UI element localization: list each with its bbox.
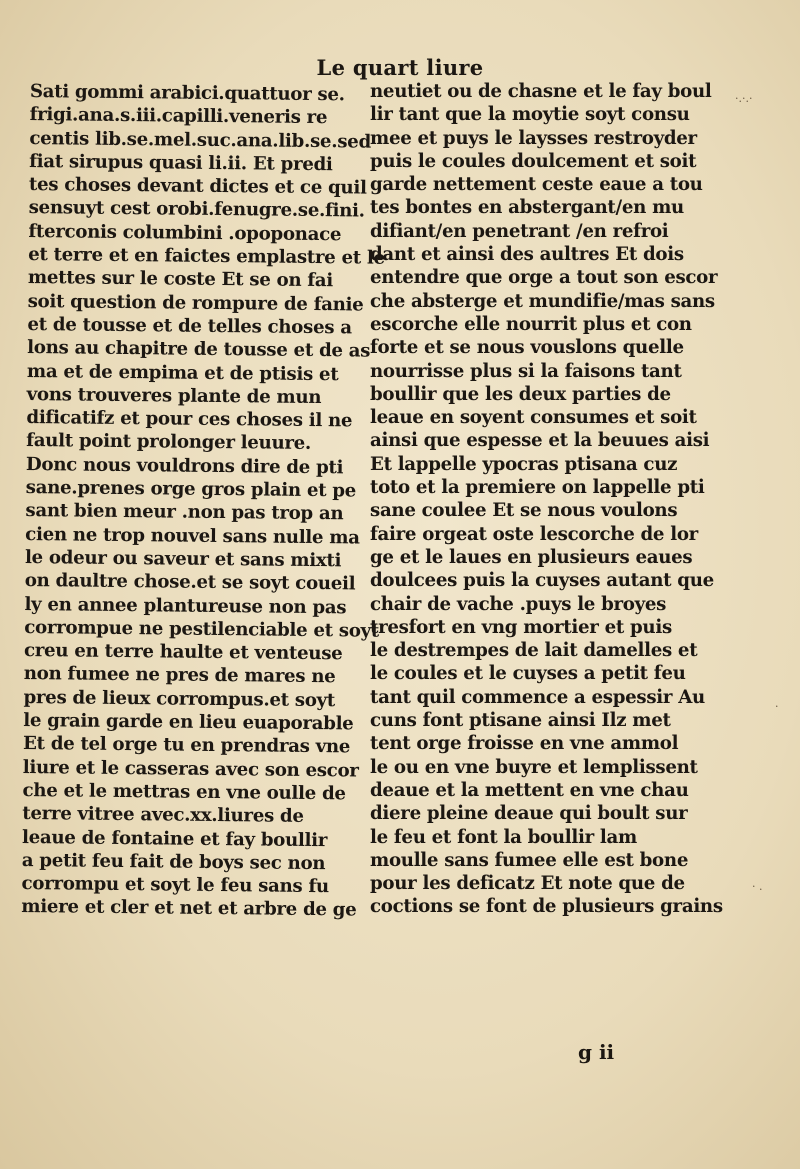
right-text-line: tant quil commence a espessir Au <box>370 686 705 708</box>
right-text-line: le coules et le cuyses a petit feu <box>370 663 686 685</box>
left-text-line: Donc nous vouldrons dire de pti <box>25 453 344 479</box>
left-text-line: corrompue ne pestilenciable et soyt <box>24 616 380 642</box>
right-text-line: moulle sans fumee elle est bone <box>370 849 689 871</box>
right-text-line: boullir que les deux parties de <box>370 383 671 405</box>
left-text-line: ma et de empima et de ptisis et <box>26 360 339 385</box>
right-text-line: le destrempes de lait damelles et <box>370 640 698 662</box>
left-text-line: a petit feu fait de boys sec non <box>21 849 326 874</box>
right-text-line: neutiet ou de chasne et le fay boul <box>370 81 712 102</box>
left-text-line: leaue de fontaine et fay boullir <box>21 826 328 851</box>
right-text-line: entendre que orge a tout son escor <box>370 267 718 289</box>
left-text-line: fiat sirupus quasi li.ii. Et predi <box>29 150 333 176</box>
right-text-line: le ou en vne buyre et lemplissent <box>370 756 698 778</box>
left-text-line: sant bien meur .non pas trop an <box>25 500 344 525</box>
left-text-line: fterconis columbini .opoponace <box>28 220 342 246</box>
left-text-line: centis lib.se.mel.suc.ana.lib.se.sed <box>29 127 372 153</box>
right-text-line: difiant/en penetrant /en refroi <box>370 220 669 242</box>
right-text-line: faire orgeat oste lescorche de lor <box>370 523 698 545</box>
left-text-line: mettes sur le coste Et se on fai <box>27 267 334 292</box>
left-text-line: le grain garde en lieu euaporable <box>23 709 354 735</box>
right-text-line: leaue en soyent consumes et soit <box>370 407 697 429</box>
right-text-line: chair de vache .puys le broyes <box>370 593 667 615</box>
left-text-line: liure et le casseras avec son escor <box>22 756 359 782</box>
left-text-line: soit question de rompure de fanie <box>27 290 364 316</box>
left-text-line: fault point prolonger leuure. <box>26 430 312 455</box>
right-text-line: toto et la premiere on lappelle pti <box>370 477 705 499</box>
left-text-line: creu en terre haulte et venteuse <box>23 640 343 665</box>
signature-mark: g ii <box>578 1040 615 1064</box>
right-text-line: deaue et la mettent en vne chau <box>370 779 689 801</box>
right-text-line: lir tant que la moytie soyt consu <box>370 104 690 126</box>
right-text-column <box>370 80 723 919</box>
right-text-line: doulcees puis la cuyses autant que <box>370 570 714 592</box>
left-text-line: sensuyt cest orobi.fenugre.se.fini. <box>28 197 365 222</box>
ink-speck: · <box>775 700 779 713</box>
left-text-line: miere et cler et net et arbre de ge <box>21 896 357 921</box>
left-text-column <box>21 80 385 922</box>
left-text-line: Et de tel orge tu en prendras vne <box>22 733 351 758</box>
left-text-line: ly en annee plantureuse non pas <box>24 593 347 618</box>
ink-speck: ·.·.· <box>735 92 753 105</box>
left-text-line: tes choses devant dictes et ce quil <box>28 174 367 199</box>
running-header: Le quart liure <box>316 55 484 80</box>
ink-speck: · . <box>752 880 763 893</box>
right-text-line: ainsi que espesse et la beuues aisi <box>370 430 710 452</box>
left-text-line: cien ne trop nouvel sans nulle ma <box>25 523 360 549</box>
left-text-line: pres de lieux corrompus.et soyt <box>23 686 336 711</box>
left-text-line: dificatifz et pour ces choses il ne <box>26 407 353 432</box>
left-text-line: frigi.ana.s.iii.capilli.veneris re <box>29 104 328 129</box>
right-text-line: sane coulee Et se nous voulons <box>370 500 678 522</box>
left-text-line: lons au chapitre de tousse et de as <box>27 337 371 362</box>
right-text-line: Et lappelle ypocras ptisana cuz <box>370 453 678 475</box>
right-text-line: puis le coules doulcement et soit <box>370 150 697 172</box>
right-text-line: tent orge froisse en vne ammol <box>370 733 679 755</box>
right-text-line: ge et le laues en plusieurs eaues <box>370 546 693 568</box>
right-text-line: forte et se nous vouslons quelle <box>370 337 684 359</box>
left-text-line: Sati gommi arabici.quattuor se. <box>29 80 345 106</box>
left-text-line: le odeur ou saveur et sans mixti <box>24 546 342 572</box>
right-text-line: che absterge et mundifie/mas sans <box>370 290 715 312</box>
right-text-line: coctions se font de plusieurs grains <box>370 896 723 918</box>
left-text-line: corrompu et soyt le feu sans fu <box>21 873 330 898</box>
left-text-line: et de tousse et de telles choses a <box>27 313 352 339</box>
right-text-line: cuns font ptisane ainsi Ilz met <box>370 710 671 732</box>
left-text-line: on daultre chose.et se soyt coueil <box>24 570 356 595</box>
right-text-line: nourrisse plus si la faisons tant <box>370 360 682 382</box>
right-text-line: tresfort en vng mortier et puis <box>370 616 672 638</box>
right-text-line: escorche elle nourrit plus et con <box>370 313 692 335</box>
right-text-line: le feu et font la boullir lam <box>370 826 637 848</box>
left-text-line: sane.prenes orge gros plain et pe <box>25 477 357 502</box>
left-text-line: vons trouveres plante de mun <box>26 383 322 408</box>
right-text-line: diere pleine deaue qui boult sur <box>370 803 688 825</box>
right-text-line: pour les deficatz Et note que de <box>370 873 685 895</box>
right-text-line: tes bontes en abstergant/en mu <box>370 197 684 219</box>
right-text-line: dant et ainsi des aultres Et dois <box>370 244 684 266</box>
left-text-line: non fumee ne pres de mares ne <box>23 663 336 688</box>
left-text-line: terre vitree avec.xx.liures de <box>22 803 304 828</box>
left-text-line: et terre et en faictes emplastre et le <box>28 244 385 269</box>
left-text-line: che et le mettras en vne oulle de <box>22 779 346 805</box>
right-text-line: garde nettement ceste eaue a tou <box>370 174 703 196</box>
right-text-line: mee et puys le laysses restroyder <box>370 127 697 149</box>
